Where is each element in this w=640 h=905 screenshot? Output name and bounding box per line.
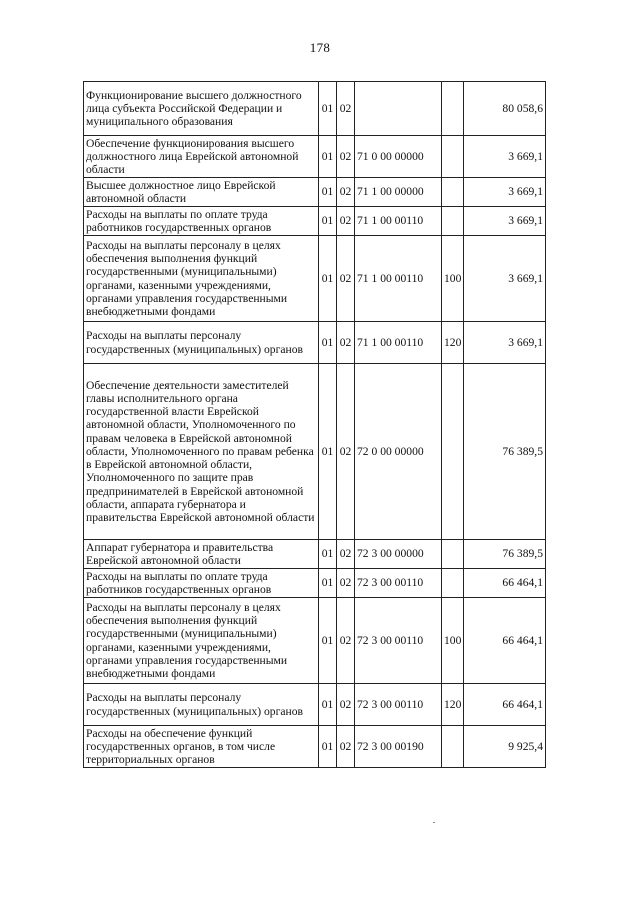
subsection-code-cell: 02: [337, 569, 355, 598]
amount-cell: 66 464,1: [464, 569, 546, 598]
section-code-cell: 01: [319, 178, 337, 207]
expense-name-cell: Расходы на выплаты персоналу государственных (муниципальных) органов: [84, 684, 319, 726]
target-article-cell: 72 3 00 00110: [355, 598, 442, 684]
table-row: [84, 322, 546, 364]
subsection-code-cell: 02: [337, 598, 355, 684]
target-article-cell: 72 3 00 00190: [355, 726, 442, 768]
budget-table-body: [84, 82, 546, 768]
subsection-code-cell: 02: [337, 178, 355, 207]
expense-type-cell: 120: [442, 684, 464, 726]
target-article-cell: 72 3 00 00110: [355, 684, 442, 726]
target-article-cell: 72 0 00 00000: [355, 364, 442, 540]
expense-name-cell: Расходы на выплаты персоналу в целях обеспечения выполнения функций государственными (муниципальными) органами, казенными учреждениями, органами управления государственными внебюджетными фондами: [84, 236, 319, 322]
expense-name-cell: Расходы на выплаты персоналу государственных (муниципальных) органов: [84, 322, 319, 364]
subsection-code-cell: 02: [337, 136, 355, 178]
expense-type-cell: 100: [442, 236, 464, 322]
amount-cell: 3 669,1: [464, 136, 546, 178]
expense-name-cell: Функционирование высшего должностного лица субъекта Российской Федерации и муниципального образования: [84, 82, 319, 136]
section-code-cell: 01: [319, 364, 337, 540]
budget-table: [83, 81, 546, 768]
section-code-cell: 01: [319, 207, 337, 236]
target-article-cell: 71 0 00 00000: [355, 136, 442, 178]
expense-name-cell: Расходы на обеспечение функций государственных органов, в том числе территориальных органов: [84, 726, 319, 768]
target-article-cell: 71 1 00 00110: [355, 207, 442, 236]
section-code-cell: 01: [319, 540, 337, 569]
section-code-cell: 01: [319, 82, 337, 136]
expense-type-cell: [442, 136, 464, 178]
amount-cell: 66 464,1: [464, 598, 546, 684]
target-article-cell: 72 3 00 00000: [355, 540, 442, 569]
amount-cell: 66 464,1: [464, 684, 546, 726]
expense-name-cell: Аппарат губернатора и правительства Еврейской автономной области: [84, 540, 319, 569]
section-code-cell: 01: [319, 322, 337, 364]
expense-name-cell: Обеспечение деятельности заместителей главы исполнительного органа государственной власти Еврейской автономной области, Уполномоченного по правам человека в Еврейской автономной области, Уполномоченного по правам ребенка в Еврейской автономной области, Уполномоченного по защите прав предпринимателей в Еврейской автономной области, аппарата губернатора и правительства Еврейской автономной области: [84, 364, 319, 540]
expense-type-cell: [442, 569, 464, 598]
subsection-code-cell: 02: [337, 322, 355, 364]
table-row: [84, 207, 546, 236]
expense-type-cell: [442, 540, 464, 569]
section-code-cell: 01: [319, 236, 337, 322]
expense-type-cell: 100: [442, 598, 464, 684]
section-code-cell: 01: [319, 136, 337, 178]
expense-name-cell: Высшее должностное лицо Еврейской автономной области: [84, 178, 319, 207]
table-row: [84, 569, 546, 598]
expense-type-cell: [442, 178, 464, 207]
amount-cell: 76 389,5: [464, 540, 546, 569]
expense-name-cell: Расходы на выплаты по оплате труда работников государственных органов: [84, 207, 319, 236]
section-code-cell: 01: [319, 684, 337, 726]
table-row: [84, 82, 546, 136]
table-row: [84, 726, 546, 768]
table-row: [84, 540, 546, 569]
target-article-cell: [355, 82, 442, 136]
subsection-code-cell: 02: [337, 726, 355, 768]
amount-cell: 80 058,6: [464, 82, 546, 136]
subsection-code-cell: 02: [337, 540, 355, 569]
amount-cell: 3 669,1: [464, 236, 546, 322]
table-row: [84, 236, 546, 322]
scan-mark: [433, 822, 435, 823]
target-article-cell: 72 3 00 00110: [355, 569, 442, 598]
amount-cell: 3 669,1: [464, 322, 546, 364]
table-row: [84, 136, 546, 178]
subsection-code-cell: 02: [337, 364, 355, 540]
amount-cell: 3 669,1: [464, 178, 546, 207]
target-article-cell: 71 1 00 00110: [355, 236, 442, 322]
expense-name-cell: Обеспечение функционирования высшего должностного лица Еврейской автономной области: [84, 136, 319, 178]
expense-type-cell: [442, 726, 464, 768]
expense-type-cell: [442, 207, 464, 236]
amount-cell: 9 925,4: [464, 726, 546, 768]
table-row: [84, 684, 546, 726]
subsection-code-cell: 02: [337, 236, 355, 322]
section-code-cell: 01: [319, 726, 337, 768]
section-code-cell: 01: [319, 569, 337, 598]
subsection-code-cell: 02: [337, 82, 355, 136]
expense-type-cell: 120: [442, 322, 464, 364]
page-number: 178: [309, 40, 331, 55]
target-article-cell: 71 1 00 00000: [355, 178, 442, 207]
expense-name-cell: Расходы на выплаты персоналу в целях обеспечения выполнения функций государственными (муниципальными) органами, казенными учреждениями, органами управления государственными внебюджетными фондами: [84, 598, 319, 684]
expense-name-cell: Расходы на выплаты по оплате труда работников государственных органов: [84, 569, 319, 598]
table-row: [84, 598, 546, 684]
expense-type-cell: [442, 82, 464, 136]
table-row: [84, 364, 546, 540]
subsection-code-cell: 02: [337, 684, 355, 726]
amount-cell: 76 389,5: [464, 364, 546, 540]
target-article-cell: 71 1 00 00110: [355, 322, 442, 364]
section-code-cell: 01: [319, 598, 337, 684]
expense-type-cell: [442, 364, 464, 540]
table-row: [84, 178, 546, 207]
amount-cell: 3 669,1: [464, 207, 546, 236]
subsection-code-cell: 02: [337, 207, 355, 236]
